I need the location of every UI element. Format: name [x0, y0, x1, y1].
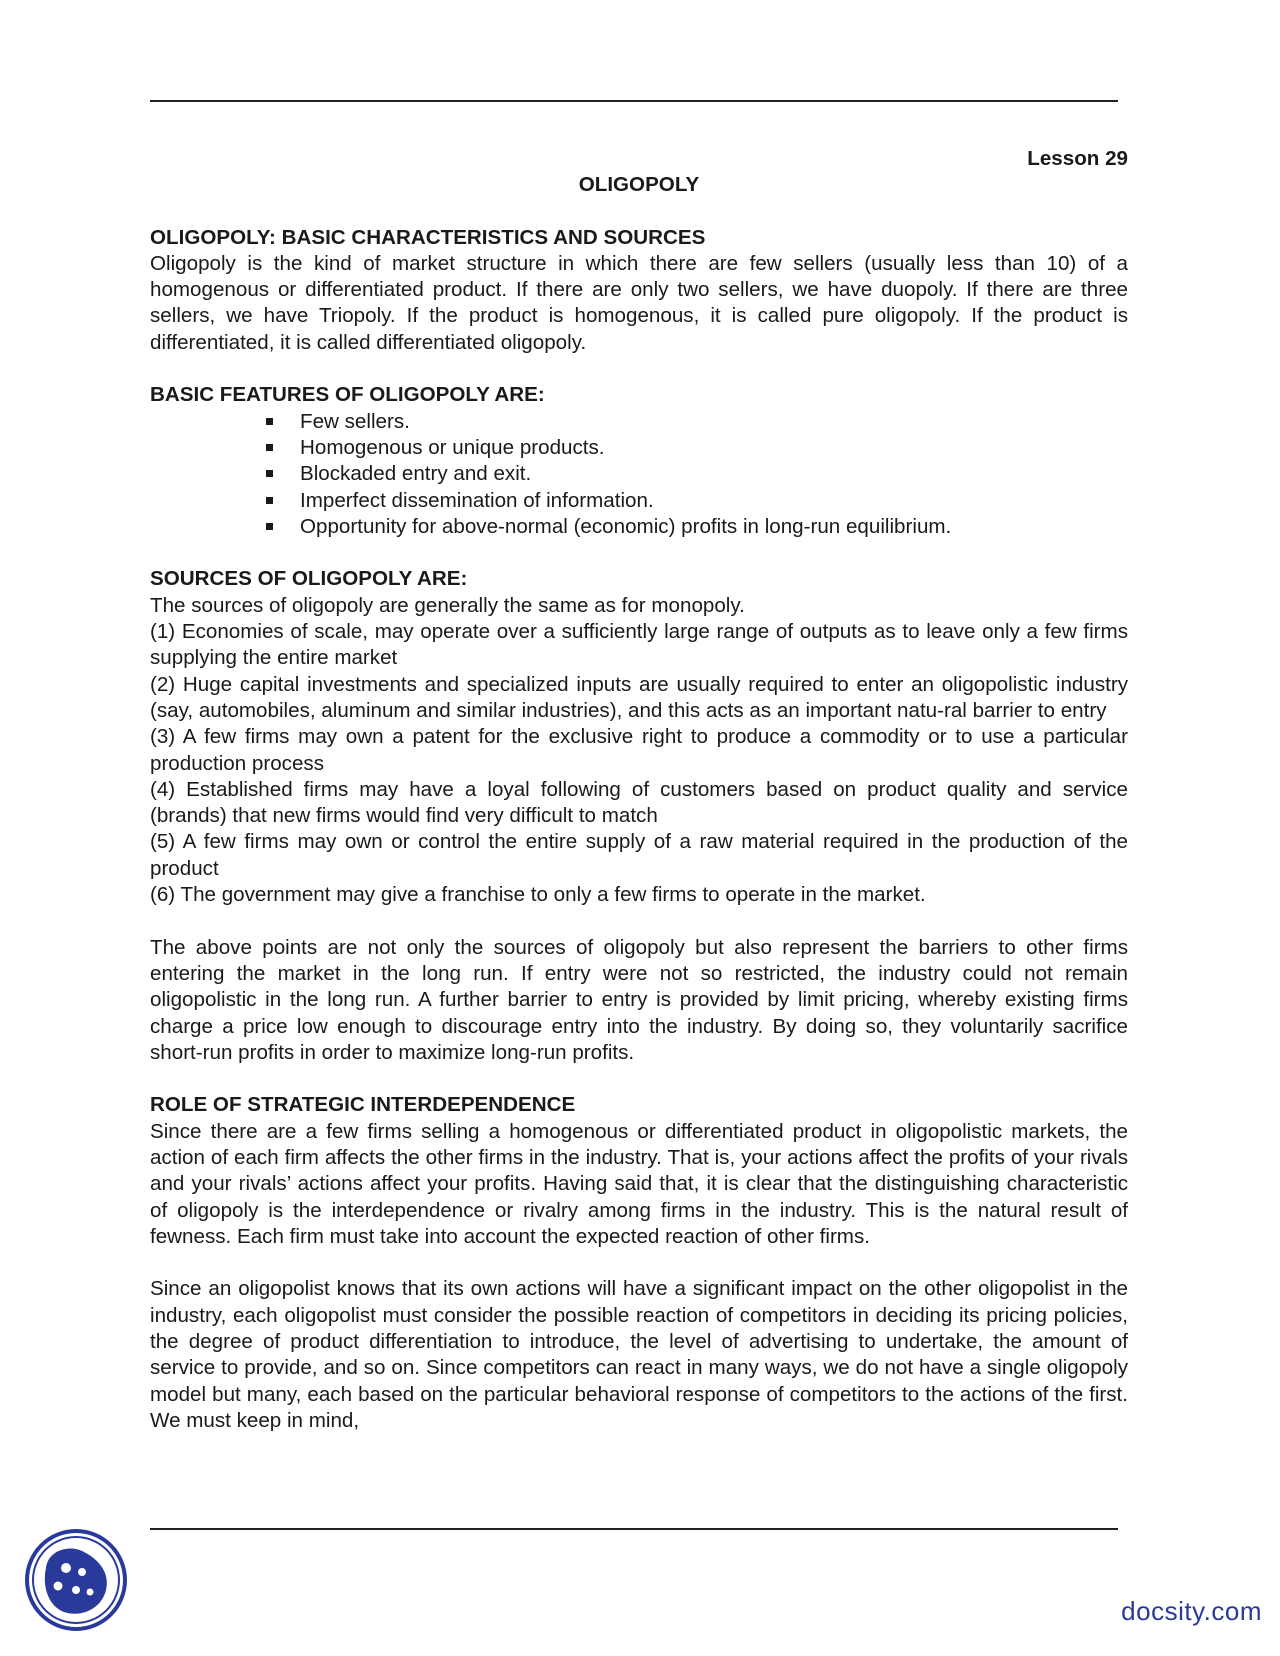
lesson-number: Lesson 29 [1027, 147, 1128, 170]
source-item: (1) Economies of scale, may operate over a sufficiently large range of outputs as to leave only a few firms supplying the entire market [150, 620, 1128, 670]
list-item: Imperfect dissemination of information. [150, 488, 1128, 514]
square-bullet-icon [266, 523, 273, 530]
source-item: (4) Established firms may have a loyal following of customers based on product quality and service (brands) that new firms would find very difficult to match [150, 777, 1128, 828]
list-item: Blockaded entry and exit. [150, 461, 1128, 487]
source-item: (6) The government may give a franchise to only a few firms to operate in the market. [150, 883, 926, 907]
section-heading-features: BASIC FEATURES OF OLIGOPOLY ARE: [150, 383, 545, 407]
square-bullet-icon [266, 470, 273, 477]
docsity-logo-icon[interactable] [24, 1528, 128, 1632]
source-item: (3) A few firms may own a patent for the exclusive right to produce a commodity or to use a particular production process [150, 725, 1128, 775]
page-title: OLIGOPOLY [578, 173, 700, 197]
paragraph-interdependence: Since there are a few firms selling a homogenous or differentiated product in oligopolistic markets, the action of each firm affects the other firms in the industry. That is, your actions affect the profits of your rivals and your rivals’ actions affect your profits. Having said that, it is clear that the distinguishing characteristic of oligopoly is the interdependence or rivalry among firms in the industry. This is the natural result of fewness. Each firm must take into account the expected reaction of other firms. [150, 1119, 1128, 1248]
square-bullet-icon [266, 497, 273, 504]
section-heading-sources: SOURCES OF OLIGOPOLY ARE: [150, 567, 468, 591]
square-bullet-icon [266, 418, 273, 425]
brand-link[interactable]: docsity.com [1121, 1596, 1262, 1626]
list-item: Opportunity for above-normal (economic) profits in long-run equilibrium. [150, 514, 1128, 540]
list-item: Homogenous or unique products. [150, 435, 1128, 461]
paragraph-barriers: The above points are not only the sources of oligopoly but also represent the barriers to other firms entering the market in the long run. If entry were not so restricted, the industry could not remain oligopolistic in the long run. A further barrier to entry is provided by limit pricing, whereby existing firms charge a price low enough to discourage entry into the industry. By doing so, they voluntarily sacrifice short-run profits in order to maximize long-run profits. [150, 935, 1128, 1064]
source-item: (5) A few firms may own or control the entire supply of a raw material required in the production of the product [150, 830, 1128, 880]
section-heading-characteristics: OLIGOPOLY: BASIC CHARACTERISTICS AND SOURCES [150, 225, 706, 249]
paragraph-definition: Oligopoly is the kind of market structure in which there are few sellers (usually less than 10) of a homogenous or differentiated product. If there are only two sellers, we have duopoly. If there are three sellers, we have Triopoly. If the product is homogenous, it is called pure oligopoly. If the product is differentiated, it is called differentiated oligopoly. [150, 251, 1128, 354]
source-item: (2) Huge capital investments and specialized inputs are usually required to enter an oligopolistic industry (say, automobiles, aluminum and similar industries), and this acts as an important natu-ral barrier to entry [150, 672, 1128, 722]
footer-rule [150, 1528, 1118, 1530]
features-list [150, 409, 1128, 540]
document-page [150, 146, 1128, 1434]
paragraph-sources-intro: The sources of oligopoly are generally the same as for monopoly. [150, 593, 745, 617]
paragraph-reaction: Since an oligopolist knows that its own actions will have a significant impact on the other oligopolist in the industry, each oligopolist must consider the possible reaction of competitors in deciding its pricing policies, the degree of product differentiation to introduce, the level of advertising to undertake, the amount of service to provide, and so on. Since competitors can react in many ways, we do not have a single oligopoly model but many, each based on the particular behavioral response of competitors to the actions of the first. We must keep in mind, [150, 1277, 1128, 1432]
square-bullet-icon [266, 444, 273, 451]
section-heading-strategic: ROLE OF STRATEGIC INTERDEPENDENCE [150, 1093, 576, 1117]
header-rule [150, 100, 1118, 102]
list-item: Few sellers. [150, 409, 1128, 435]
